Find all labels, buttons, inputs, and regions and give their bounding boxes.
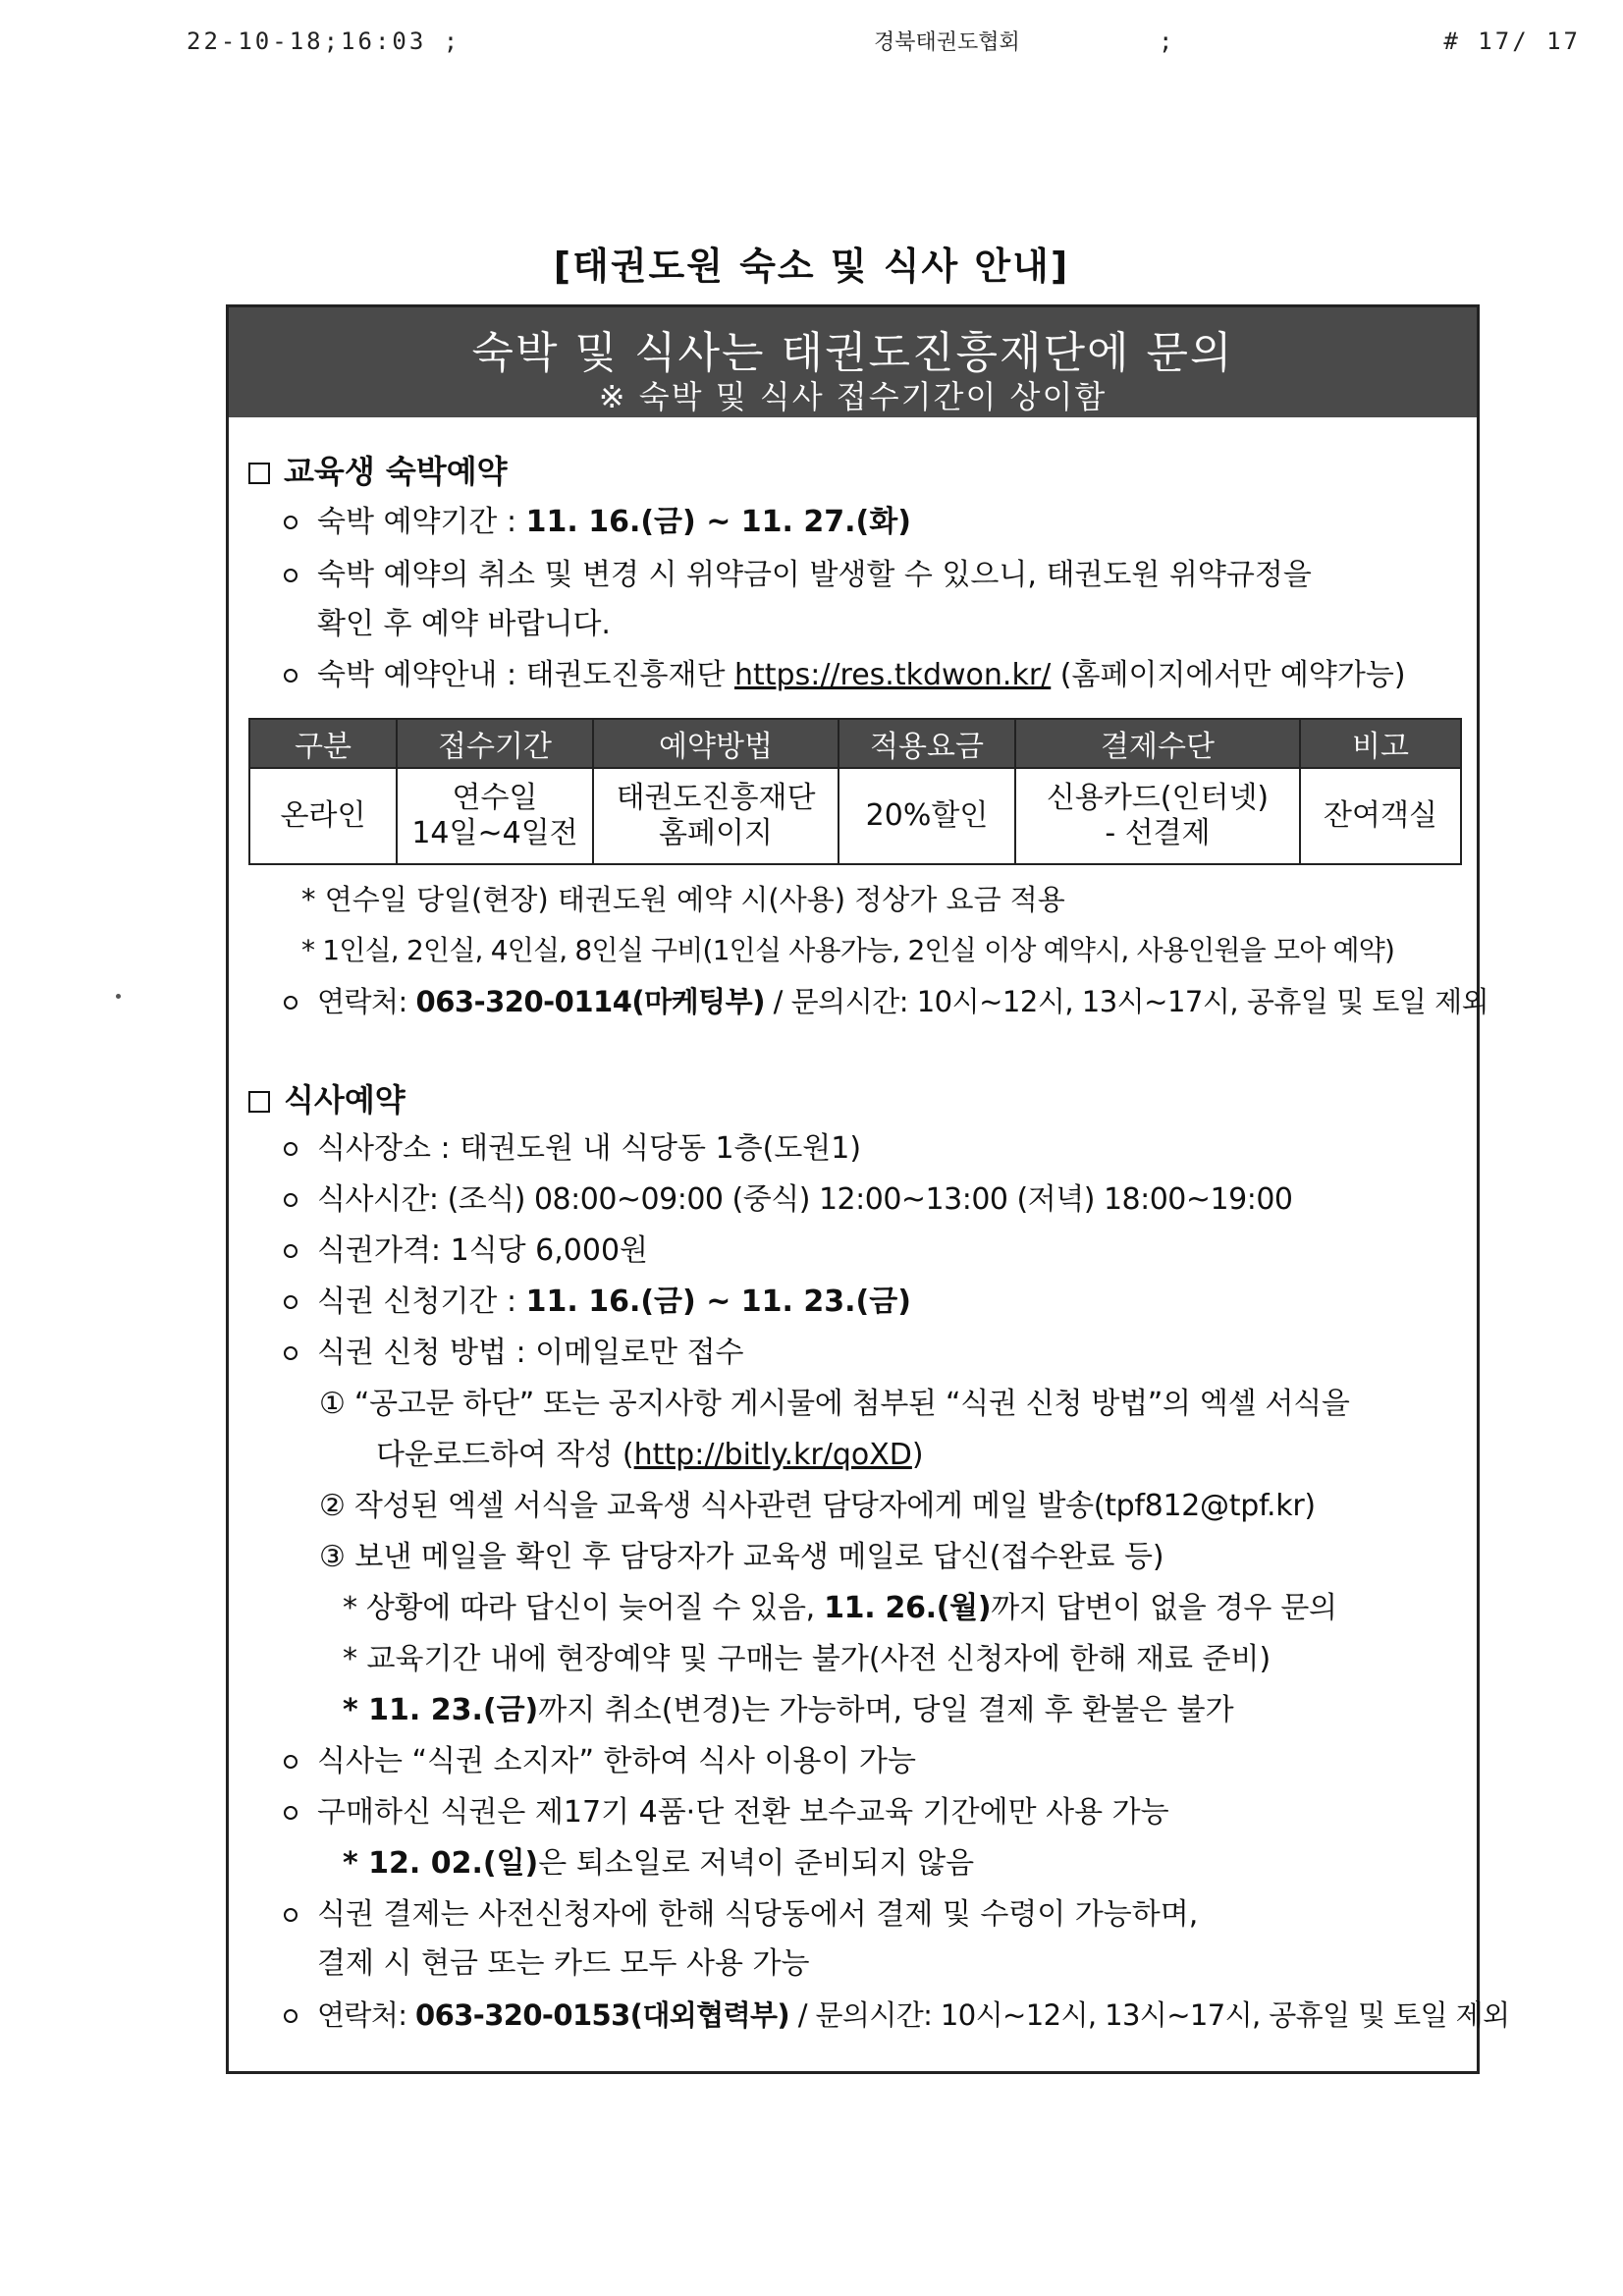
meal-contact-suffix: / 문의시간: 10시~12시, 13시~17시, 공휴일 및 토일 제외 <box>789 1998 1510 2032</box>
meal-step-1-line1: ① “공고문 하단” 또는 공지사항 게시물에 첨부된 “식권 신청 방법”의 엑셀 서식을 <box>319 1387 1350 1421</box>
payment-line1: 신용카드(인터넷) <box>1046 781 1270 815</box>
table-header-cell: 구분 <box>249 719 397 768</box>
meal-time <box>284 1181 1293 1219</box>
lodging-period <box>284 504 911 541</box>
table-cell-payment <box>1015 768 1300 864</box>
lodging-cancel-line1: 숙박 예약의 취소 및 변경 시 위약금이 발생할 수 있으니, 태권도원 위약규정을 <box>317 558 1312 592</box>
lodging-period-value: 11. 16.(금) ~ 11. 27.(화) <box>525 505 911 539</box>
table-cell-fee: 20%할인 <box>839 768 1015 864</box>
table-cell-method <box>593 768 839 864</box>
fax-sender: 경북태권도협회 <box>874 30 1020 55</box>
lodging-reservation-table <box>248 718 1462 865</box>
lodging-guide-suffix: (홈페이지에서만 예약가능) <box>1051 658 1406 692</box>
lodging-heading-text: 교육생 숙박예약 <box>284 453 508 490</box>
sub3-suffix: 까지 취소(변경)는 가능하며, 당일 결제 후 환불은 불가 <box>538 1693 1234 1727</box>
banner-sub-text: ※ 숙박 및 식사 접수기간이 상이함 <box>598 378 1108 415</box>
meal-sub-note-2: * 교육기간 내에 현장예약 및 구매는 불가(사전 신청자에 한해 재료 준비) <box>343 1642 1271 1676</box>
lodging-section-heading <box>248 453 508 490</box>
lodging-note-2: * 1인실, 2인실, 4인실, 8인실 구비(1인실 사용가능, 2인실 이상 예약시, 사용인원을 모아 예약) <box>301 934 1395 966</box>
meal-apply-method <box>284 1335 744 1372</box>
meal-method-text: 식권 신청 방법 : 이메일로만 접수 <box>317 1336 744 1370</box>
meal-contact-label: 연락처: <box>317 1998 416 2032</box>
table-cell-note: 잔여객실 <box>1300 768 1461 864</box>
meal-heading-text: 식사예약 <box>284 1081 406 1119</box>
meal-step-3: ③ 보낸 메일을 확인 후 담당자가 교육생 메일로 답신(접수완료 등) <box>319 1540 1164 1574</box>
circle-bullet-icon <box>284 2009 298 2023</box>
meal-payment-line2: 결제 시 현금 또는 카드 모두 사용 가능 <box>317 1946 810 1981</box>
circle-bullet-icon <box>284 1193 298 1207</box>
meal-price <box>284 1232 648 1270</box>
table-header-row <box>249 719 1461 768</box>
circle-bullet-icon <box>284 1295 298 1309</box>
sub1-prefix: * 상황에 따라 답신이 늦어질 수 있음, <box>343 1591 825 1625</box>
lodging-contact-suffix: / 문의시간: 10시~12시, 13시~17시, 공휴일 및 토일 제외 <box>764 985 1489 1018</box>
sub1-date: 11. 26.(월) <box>824 1591 992 1625</box>
meal-apply-label: 식권 신청기간 : <box>317 1285 526 1319</box>
meal-usage-text: 구매하신 식권은 제17기 4품·단 전환 보수교육 기간에만 사용 가능 <box>317 1795 1169 1830</box>
meal-section-heading <box>248 1081 406 1119</box>
table-header-cell: 접수기간 <box>397 719 593 768</box>
table-header-cell: 예약방법 <box>593 719 839 768</box>
period-line2: 14일~4일전 <box>411 816 578 850</box>
lodging-guide <box>284 657 1406 694</box>
notice-content <box>229 307 1510 2071</box>
meal-usage-notice <box>284 1794 1169 1831</box>
banner-main-text: 숙박 및 식사는 태권도진흥재단에 문의 <box>471 328 1234 378</box>
meal-sub-note-1 <box>343 1590 1337 1627</box>
notice-frame <box>226 304 1510 2074</box>
sub3-date: * 11. 23.(금) <box>343 1693 539 1727</box>
fax-page-number: # 17/ 17 <box>1443 27 1581 55</box>
meal-holder-notice <box>284 1743 916 1780</box>
meal-price-text: 식권가격: 1식당 6,000원 <box>317 1233 649 1268</box>
meal-payment-line1: 식권 결제는 사전신청자에 한해 식당동에서 결제 및 수령이 가능하며, <box>317 1897 1199 1932</box>
meal-place-text: 식사장소 : 태권도원 내 식당동 1층(도원1) <box>317 1131 862 1166</box>
meal-holder-text: 식사는 “식권 소지자” 한하여 식사 이용이 가능 <box>317 1744 916 1778</box>
circle-bullet-icon <box>284 1755 298 1769</box>
checkbox-square-icon <box>248 1091 270 1113</box>
meal-step-2: ② 작성된 엑셀 서식을 교육생 식사관련 담당자에게 메일 발송(tpf812@tpf.kr) <box>319 1489 1316 1523</box>
circle-bullet-icon <box>284 1142 298 1156</box>
lodging-contact <box>284 983 1488 1020</box>
meal-place <box>284 1130 861 1168</box>
circle-bullet-icon <box>284 996 298 1010</box>
table-header-cell: 적용요금 <box>839 719 1015 768</box>
exit-suffix: 은 퇴소일로 저녁이 준비되지 않음 <box>538 1846 975 1881</box>
form-download-link[interactable]: http://bitly.kr/qoXD <box>633 1438 912 1472</box>
circle-bullet-icon <box>284 516 298 529</box>
payment-line2: - 선결제 <box>1105 816 1211 850</box>
method-line1: 태권도진흥재단 <box>616 781 816 815</box>
reservation-site-link[interactable]: https://res.tkdwon.kr/ <box>734 658 1052 692</box>
circle-bullet-icon <box>284 669 298 683</box>
table-cell-period <box>397 768 593 864</box>
scan-speck <box>116 994 121 999</box>
lodging-note-1: * 연수일 당일(현장) 태권도원 예약 시(사용) 정상가 요금 적용 <box>301 883 1065 916</box>
lodging-contact-value: 063-320-0114(마케팅부) <box>415 985 765 1018</box>
fax-timestamp: 22-10-18;16:03 ; <box>187 27 461 55</box>
circle-bullet-icon <box>284 1346 298 1360</box>
meal-exit-notice <box>343 1845 974 1883</box>
page-title: [태권도원 숙소 및 식사 안내] <box>553 245 1070 288</box>
meal-apply-value: 11. 16.(금) ~ 11. 23.(금) <box>525 1285 911 1319</box>
table-cell-type: 온라인 <box>249 768 397 864</box>
step1-prefix: 다운로드하여 작성 ( <box>376 1438 634 1472</box>
table-row <box>249 768 1461 864</box>
fax-header <box>187 22 1581 61</box>
meal-time-text: 식사시간: (조식) 08:00~09:00 (중식) 12:00~13:00 (저녁) 18:00~19:00 <box>317 1182 1293 1217</box>
meal-contact <box>284 1996 1509 2034</box>
circle-bullet-icon <box>284 1908 298 1922</box>
meal-apply-period <box>284 1284 911 1321</box>
exit-date: * 12. 02.(일) <box>343 1846 539 1881</box>
meal-sub-note-3 <box>343 1692 1234 1729</box>
period-line1: 연수일 <box>452 781 538 815</box>
circle-bullet-icon <box>284 1806 298 1820</box>
lodging-cancel-line2: 확인 후 예약 바랍니다. <box>317 607 611 641</box>
method-line2: 홈페이지 <box>659 816 773 850</box>
sub1-suffix: 까지 답변이 없을 경우 문의 <box>991 1591 1337 1625</box>
step1-suffix: ) <box>911 1438 924 1472</box>
table-header-cell: 결제수단 <box>1015 719 1300 768</box>
lodging-guide-prefix: 숙박 예약안내 : 태권도진흥재단 <box>317 658 734 692</box>
lodging-cancel-notice <box>284 557 1312 594</box>
table-header-cell: 비고 <box>1300 719 1461 768</box>
meal-step-1-line2 <box>376 1437 924 1474</box>
meal-contact-value: 063-320-0153(대외협력부) <box>415 1998 790 2032</box>
fax-separator: ; <box>1159 27 1173 55</box>
lodging-period-label: 숙박 예약기간 : <box>317 505 526 539</box>
circle-bullet-icon <box>284 1244 298 1258</box>
checkbox-square-icon <box>248 463 270 484</box>
lodging-contact-label: 연락처: <box>317 985 416 1018</box>
circle-bullet-icon <box>284 569 298 582</box>
meal-payment-notice <box>284 1896 1198 1934</box>
